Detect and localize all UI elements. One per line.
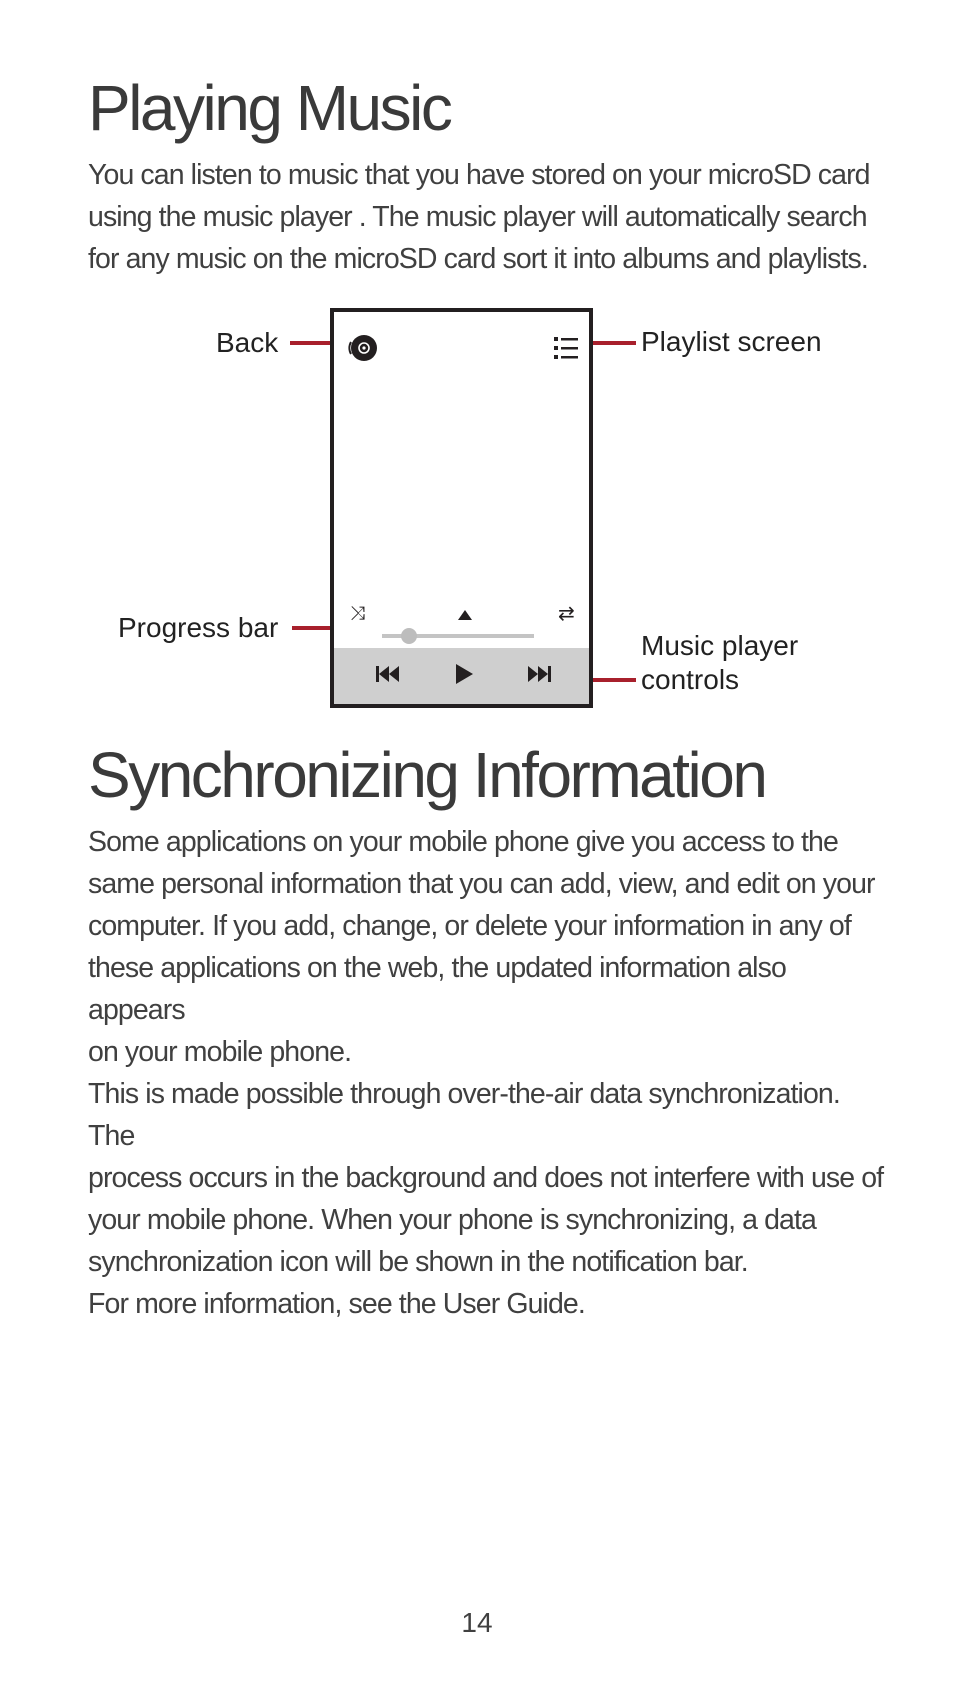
phone-screen xyxy=(330,308,593,708)
text-line: same personal information that you can add, view, and edit on your xyxy=(88,868,875,900)
text-line: your mobile phone. When your phone is synchronizing, a data xyxy=(88,1204,816,1236)
play-icon[interactable] xyxy=(456,663,474,685)
callout-controls-line: Music player xyxy=(641,630,799,661)
text-line: process occurs in the background and does not interfere with use of xyxy=(88,1162,884,1194)
text-line: This is made possible through over-the-air data synchronization. The xyxy=(88,1078,840,1152)
skip-next-icon[interactable] xyxy=(527,664,551,684)
synchronizing-paragraph xyxy=(88,821,888,1325)
section-title-playing-music: Playing Music xyxy=(88,72,451,144)
shuffle-icon[interactable]: ⤨ xyxy=(350,603,366,624)
repeat-icon[interactable]: ⇄ xyxy=(558,603,575,625)
controls-bar xyxy=(334,648,589,704)
progress-knob[interactable] xyxy=(401,628,417,644)
callout-music-player-controls xyxy=(641,629,798,697)
skip-previous-icon[interactable] xyxy=(376,664,400,684)
playing-music-paragraph xyxy=(88,154,888,280)
text-line: For more information, see the User Guide. xyxy=(88,1288,585,1320)
text-line: synchronization icon will be shown in the notification bar. xyxy=(88,1246,748,1278)
disc-back-icon[interactable] xyxy=(346,332,378,364)
text-line: on your mobile phone. xyxy=(88,1036,352,1068)
text-line: You can listen to music that you have stored on your microSD card xyxy=(88,159,870,191)
text-line: computer. If you add, change, or delete your information in any of xyxy=(88,910,851,942)
callout-back: Back xyxy=(216,327,279,358)
section-title-synchronizing-information: Synchronizing Information xyxy=(88,739,766,811)
page-number: 14 xyxy=(461,1607,493,1638)
text-line: for any music on the microSD card sort it into albums and playlists. xyxy=(88,243,868,275)
text-line: Some applications on your mobile phone give you access to the xyxy=(88,826,838,858)
triangle-up-icon[interactable] xyxy=(458,610,472,620)
text-line: using the music player . The music player will automatically search xyxy=(88,201,867,233)
text-line: these applications on the web, the updated information also appears xyxy=(88,952,786,1026)
callout-playlist-screen: Playlist screen xyxy=(641,326,822,357)
callout-controls-line: controls xyxy=(641,664,740,695)
callout-progress-bar: Progress bar xyxy=(118,612,279,643)
list-icon[interactable] xyxy=(553,335,579,361)
